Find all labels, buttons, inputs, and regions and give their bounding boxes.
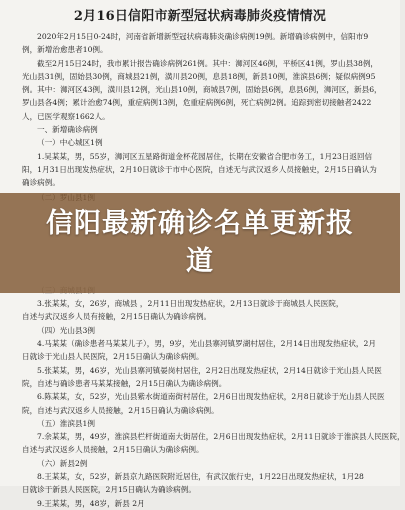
headline-title: 信阳最新确诊名单更新报道 xyxy=(46,208,354,277)
headline-banner xyxy=(0,193,400,293)
case-line: 7.余某某，男，49岁，淮滨县栏杆街道南大街居住，2月6日出现发热症状，2月11日就诊于淮滨县人民医院， xyxy=(37,432,405,442)
intro-line: 例，新增治愈患者10例。 xyxy=(22,45,108,55)
group-heading: （五）淮滨县1例 xyxy=(37,418,95,428)
case-line: 5.张某某，男，46岁，光山县寨河镇晏岗村居住，2月2日出现发热症状，2月14日就诊于光山县人民医 xyxy=(37,365,382,375)
intro-line: 光山县31例，固始县30例，商城县21例，潢川县20例，息县18例，新县10例，淮滨县6例；疑似病例95 xyxy=(22,71,376,81)
case-line: 阳，1月31日出现发热症状，2月10日就诊于市中心医院，自述无与武汉返乡人员接触史，2月15日确认为 xyxy=(22,164,377,174)
intro-line: 人，已医学观察1662人。 xyxy=(22,111,110,121)
case-entry xyxy=(22,497,378,510)
case-line: 院，自述与武汉返乡人员接触，2月15日确认为确诊病例。 xyxy=(22,405,219,415)
case-line: 8.王某某，女，52岁，新县京九路医院附近居住，有武汉旅行史，1月22日出现发热症状，1月28 xyxy=(37,472,364,482)
intro-line: 2020年2月15日0-24时，河南省新增新型冠状病毒肺炎确诊病例19例。新增确诊病例中，信阳市9 xyxy=(37,32,369,41)
document-title: 2月16日信阳市新型冠状病毒肺炎疫情情况 xyxy=(73,9,327,24)
case-line: 3.张某某，女，26岁，商城县 ，2月11日出现发热症状，2月13日就诊于商城县人民医院， xyxy=(37,299,344,309)
group-heading: （一）中心城区1例 xyxy=(37,138,103,148)
case-line: 院，自述与确诊患者马某某接触，2月15日确认为确诊病例。 xyxy=(22,378,227,388)
case-line: 1.吴某某，男，55岁，浉河区五星路街道金杯花园居住，长期在安徽省合肥市务工，1月23日返回信 xyxy=(37,151,373,161)
intro-line: 截至2月15日24时，我市累计报告确诊病例261例。其中：浉河区46例，平桥区41例，罗山县38例， xyxy=(37,58,379,68)
case-line: 日就诊于光山县人民医院，2月15日确认为确诊病例。 xyxy=(22,352,204,362)
intro-line: 罗山县各4例；累计治愈74例，重症病例13例，危重症病例6例，死亡病例2例。追踪到密切接触者2422 xyxy=(22,98,372,108)
case-entry xyxy=(22,390,385,417)
case-entry xyxy=(22,297,378,324)
case-line: 自述与武汉返乡人员接触，2月15日确认为确诊病例。 xyxy=(22,445,204,455)
case-line: 4.马某某（确诊患者马某某儿子），男，9岁，光山县寨河镇罗湖村居住，2月14日出现发热症状，2月 xyxy=(37,339,376,349)
case-entry xyxy=(22,150,378,190)
case-line: 日就诊于新县人民医院，2月15日确认为确诊病例。 xyxy=(22,485,196,495)
group-heading: （六）新县2例 xyxy=(37,458,88,468)
case-entry xyxy=(22,337,378,364)
case-entry xyxy=(22,430,405,457)
case-line: 自述与武汉返乡人员有接触，2月15日确认为确诊病例。 xyxy=(22,312,212,322)
intro-line: 例。其中：浉河区43例，潢川县12例，光山县10例，商城县7例，固始县6例，息县6例，浉河区，新县6， xyxy=(22,85,382,95)
case-entry xyxy=(22,470,378,497)
section-heading: 一、新增确诊病例 xyxy=(37,125,98,135)
group-heading: （四）光山县3例 xyxy=(37,325,95,335)
intro-paragraph xyxy=(22,30,382,123)
case-line: 6.陈某某，女，52岁，光山县紫水街道南街村居住，2月6日出现发热症状，2月8日就诊于光山县人民医 xyxy=(37,392,385,402)
case-entry xyxy=(22,364,382,391)
case-line: 确诊病例。 xyxy=(22,178,60,188)
case-line: 9.王某某，男，48岁，新县 2月 xyxy=(37,498,145,508)
